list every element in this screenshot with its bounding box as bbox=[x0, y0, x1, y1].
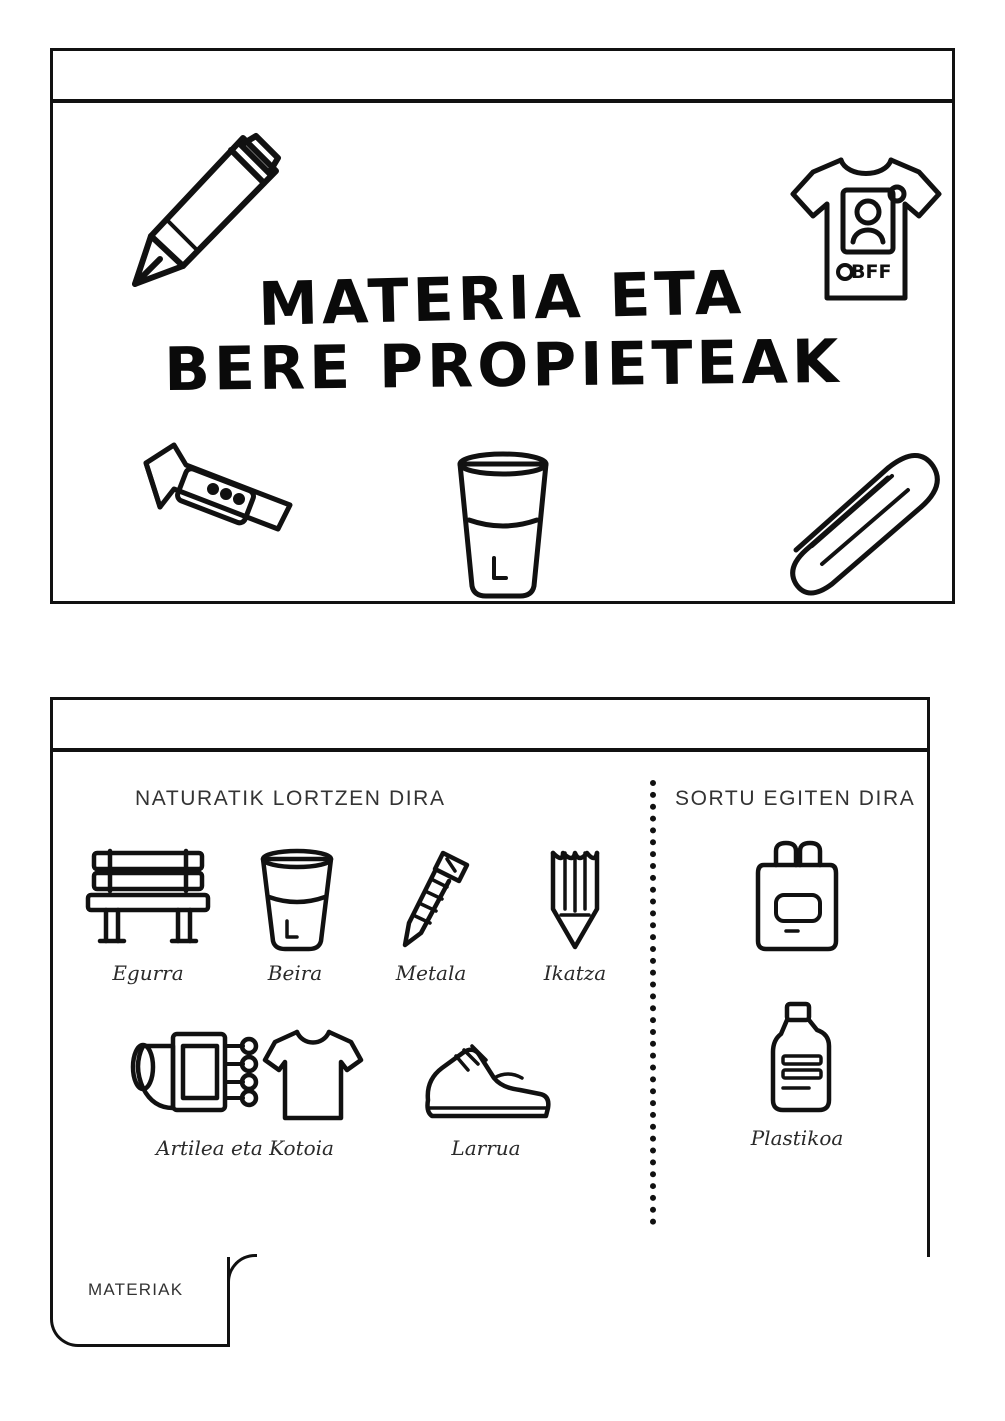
list-item-caption: Metala bbox=[395, 961, 467, 985]
list-item-caption: Plastikoa bbox=[750, 1126, 844, 1150]
water-glass-icon bbox=[438, 446, 568, 601]
list-item-caption: Beira bbox=[267, 961, 323, 985]
list-item bbox=[232, 845, 358, 985]
water-glass-icon bbox=[232, 845, 358, 955]
plastic-bag-icon bbox=[722, 845, 872, 955]
wool-roll-icon bbox=[120, 1020, 370, 1130]
list-item-caption: Egurra bbox=[112, 961, 184, 985]
column-divider bbox=[650, 780, 656, 1225]
svg-text:BFF: BFF bbox=[851, 261, 892, 283]
plastic-bottle-icon bbox=[722, 1010, 872, 1120]
column-heading-natural: NATURATIK LORTZEN DIRA bbox=[135, 787, 446, 810]
slide-top-rule-2 bbox=[53, 748, 927, 752]
list-item bbox=[120, 1020, 370, 1160]
bottom-tab-corner bbox=[227, 1254, 257, 1284]
title-line-1: MATERIA ETA bbox=[257, 258, 746, 340]
list-item bbox=[512, 845, 638, 985]
page-title bbox=[51, 255, 953, 411]
list-item bbox=[722, 1010, 872, 1150]
bottom-tab bbox=[50, 1257, 230, 1347]
title-slide bbox=[50, 48, 955, 604]
column-heading-made: SORTU EGITEN DIRA bbox=[675, 787, 916, 810]
title-line-2: BERE PROPIETEAK bbox=[163, 327, 843, 406]
slide-top-rule bbox=[53, 99, 952, 103]
pencil-icon bbox=[512, 845, 638, 955]
bottom-tab-label: MATERIAK bbox=[88, 1280, 184, 1299]
usb-drive-icon bbox=[108, 421, 318, 551]
screw-icon bbox=[368, 845, 494, 955]
list-item-caption: Larrua bbox=[451, 1136, 521, 1160]
leather-shoe-icon bbox=[408, 1020, 564, 1130]
list-item bbox=[722, 845, 872, 961]
paperclip-icon bbox=[768, 446, 943, 596]
list-item-caption: Ikatza bbox=[543, 961, 607, 985]
wood-bench-icon bbox=[78, 845, 218, 955]
list-item bbox=[368, 845, 494, 985]
list-item bbox=[408, 1020, 564, 1160]
list-item bbox=[78, 845, 218, 985]
list-item-caption: Artilea eta Kotoia bbox=[156, 1136, 334, 1160]
